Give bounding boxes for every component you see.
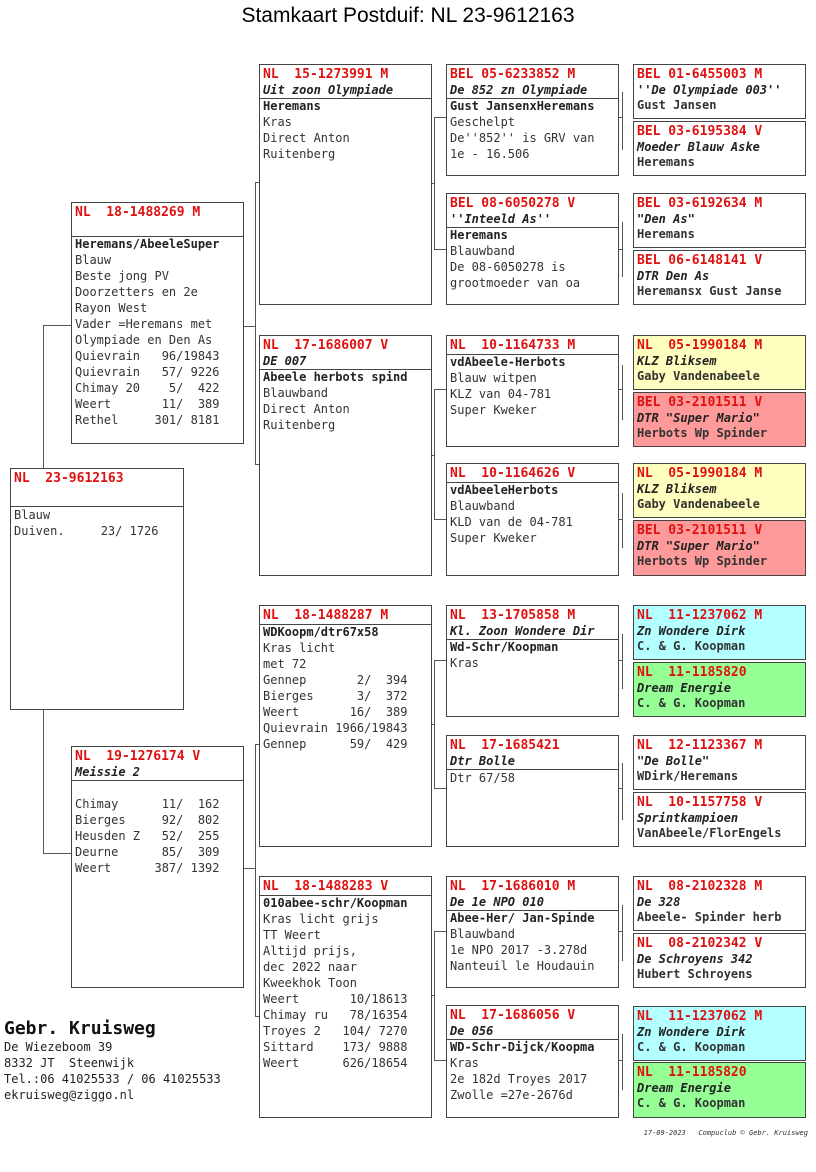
detail-line: Weert 626/18654 xyxy=(263,1056,408,1070)
ring-number: BEL 03-6192634 M xyxy=(637,196,763,211)
father-card[interactable] xyxy=(71,202,244,444)
pigeon-name: De 328 xyxy=(637,895,681,909)
owner-name: WDKoopm/dtr67x58 xyxy=(260,624,431,640)
pigeon-name: KLZ Bliksem xyxy=(637,482,717,496)
detail-line: Bierges 3/ 372 xyxy=(263,689,408,703)
ring-number: NL 17-1686056 V xyxy=(450,1008,576,1023)
grandparent-card[interactable] xyxy=(259,876,432,1118)
detail-line: Blauwband xyxy=(450,244,516,258)
connector xyxy=(43,709,44,854)
connector xyxy=(619,389,622,390)
pigeon-name: ''Inteeld As'' xyxy=(450,212,552,226)
g5-card[interactable] xyxy=(633,662,806,717)
owner-name: C. & G. Koopman xyxy=(637,639,746,653)
grandparent-card[interactable] xyxy=(259,335,432,576)
detail-line: Sittard 173/ 9888 xyxy=(263,1040,408,1054)
detail-line: Kras licht grijs xyxy=(263,912,379,926)
pigeon-name: ''De Olympiade 003'' xyxy=(637,83,782,97)
detail-line: Weert 16/ 389 xyxy=(263,705,408,719)
owner-name: 010abee-schr/Koopman xyxy=(260,895,431,911)
connector xyxy=(434,660,435,788)
ring-number: BEL 03-6195384 V xyxy=(637,124,763,139)
g5-card[interactable] xyxy=(633,335,806,390)
connector xyxy=(434,117,446,118)
connector xyxy=(434,389,446,390)
owner-name: WD-Schr-Dijck/Koopma xyxy=(447,1039,618,1055)
ring-number: NL 18-1488269 M xyxy=(75,205,201,220)
owner-name: vdAbeeleHerbots xyxy=(447,482,618,498)
pigeon-name: Meissie 2 xyxy=(75,765,141,779)
detail-line: 2e 182d Troyes 2017 xyxy=(450,1072,588,1086)
connector xyxy=(434,931,446,932)
g5-card[interactable] xyxy=(633,876,806,931)
detail-line: Weert 387/ 1392 xyxy=(75,861,220,875)
detail-line: Gennep 2/ 394 xyxy=(263,673,408,687)
connector xyxy=(255,182,256,464)
detail-line: Troyes 2 104/ 7270 xyxy=(263,1024,408,1038)
owner-name: Heremans xyxy=(447,227,618,243)
owner-name: Abeele herbots spind xyxy=(260,369,431,385)
grandparent-card[interactable] xyxy=(259,64,432,305)
connector xyxy=(434,519,446,520)
mother-card[interactable] xyxy=(71,746,244,988)
detail-line: 1e NPO 2017 -3.278d xyxy=(450,943,588,957)
connector xyxy=(619,931,622,932)
owner-name: Heremansx Gust Janse xyxy=(637,284,782,298)
pigeon-name: DTR Den As xyxy=(637,269,710,283)
g5-card[interactable] xyxy=(633,520,806,576)
connector xyxy=(622,365,623,420)
pigeon-name: De 056 xyxy=(450,1024,494,1038)
pigeon-name: Dream Energie xyxy=(637,681,731,695)
pigeon-name: Zn Wondere Dirk xyxy=(637,1025,746,1039)
ring-number: NL 11-1237062 M xyxy=(637,608,763,623)
g5-card[interactable] xyxy=(633,735,806,790)
detail-line: Kras xyxy=(450,656,479,670)
connector xyxy=(432,183,434,184)
detail-line: Blauw xyxy=(14,508,51,522)
ring-number: NL 15-1273991 M xyxy=(263,67,389,82)
connector xyxy=(432,724,434,725)
pigeon-name: "Den As" xyxy=(637,212,695,226)
ring-number: NL 08-2102328 M xyxy=(637,879,763,894)
detail-line: Ruitenberg xyxy=(263,418,336,432)
connector xyxy=(622,222,623,277)
pigeon-name: De 852 zn Olympiade xyxy=(450,83,588,97)
ring-number: BEL 06-6148141 V xyxy=(637,253,763,268)
pigeon-name: DTR "Super Mario" xyxy=(637,411,760,425)
detail-line: Weert 11/ 389 xyxy=(75,397,220,411)
detail-line: Blauwband xyxy=(263,386,329,400)
owner-name: C. & G. Koopman xyxy=(637,696,746,710)
connector xyxy=(619,249,622,250)
detail-line: Heusden Z 52/ 255 xyxy=(75,829,220,843)
breeder-email[interactable]: ekruisweg@ziggo.nl xyxy=(4,1088,135,1102)
pigeon-name: Dream Energie xyxy=(637,1081,731,1095)
owner-name: Wd-Schr/Koopman xyxy=(447,639,618,655)
ring-number: NL 12-1123367 M xyxy=(637,738,763,753)
breeder-phone: Tel.:06 41025533 / 06 41025533 xyxy=(4,1072,221,1086)
pigeon-name: DTR "Super Mario" xyxy=(637,539,760,553)
owner-name: Heremans xyxy=(637,155,695,169)
great-grandparent-card[interactable] xyxy=(446,64,619,176)
connector xyxy=(434,1060,446,1061)
detail-line: Chimay 20 5/ 422 xyxy=(75,381,220,395)
g5-card[interactable] xyxy=(633,392,806,447)
detail-line: Kweekhok Toon xyxy=(263,976,357,990)
great-grandparent-card[interactable] xyxy=(446,1005,619,1118)
detail-line: Quievrain 57/ 9226 xyxy=(75,365,220,379)
detail-line: Nanteuil le Houdauin xyxy=(450,959,595,973)
detail-line: Olympiade en Den As xyxy=(75,333,213,347)
connector xyxy=(243,868,255,869)
owner-name: Heremans/AbeeleSuper xyxy=(72,236,243,252)
connector xyxy=(43,325,44,468)
g5-card[interactable] xyxy=(633,1062,806,1118)
pigeon-name: Dtr Bolle xyxy=(450,754,516,768)
owner-name: WDirk/Heremans xyxy=(637,769,739,783)
detail-line: Super Kweker xyxy=(450,531,537,545)
pigeon-name: Kl. Zoon Wondere Dir xyxy=(450,624,595,638)
connector xyxy=(622,1034,623,1090)
pigeon-name: Zn Wondere Dirk xyxy=(637,624,746,638)
connector xyxy=(619,519,622,520)
owner-name: Herbots Wp Spinder xyxy=(637,426,768,440)
ring-number: BEL 01-6455003 M xyxy=(637,67,763,82)
detail-line: Beste jong PV xyxy=(75,269,169,283)
detail-line: Ruitenberg xyxy=(263,147,336,161)
owner-name: Heremans xyxy=(637,227,695,241)
detail-line: Gennep 59/ 429 xyxy=(263,737,408,751)
pigeon-name: Uit zoon Olympiade xyxy=(263,83,394,97)
ring-number: NL 10-1164626 V xyxy=(450,466,576,481)
footer-credit: 17-09-2023 Compuclub © Gebr. Kruisweg xyxy=(643,1129,808,1137)
connector xyxy=(43,853,72,854)
detail-line: Super Kweker xyxy=(450,403,537,417)
detail-line: Blauwband xyxy=(450,499,516,513)
g5-card[interactable] xyxy=(633,792,806,847)
ring-number: BEL 08-6050278 V xyxy=(450,196,576,211)
detail-line: dec 2022 naar xyxy=(263,960,357,974)
detail-line: Blauw xyxy=(75,253,112,267)
ring-number: NL 08-2102342 V xyxy=(637,936,763,951)
g5-card[interactable] xyxy=(633,121,806,176)
ring-number: NL 10-1164733 M xyxy=(450,338,576,353)
ring-number: NL 18-1488287 M xyxy=(263,608,389,623)
pigeon-name: DE 007 xyxy=(263,354,307,368)
pigeon-name: KLZ Bliksem xyxy=(637,354,717,368)
pigeon-name: De Schroyens 342 xyxy=(637,952,753,966)
great-grandparent-card[interactable] xyxy=(446,335,619,447)
connector xyxy=(622,763,623,820)
breeder-info xyxy=(4,1018,221,1103)
connector xyxy=(432,995,434,996)
detail-line: KLD van de 04-781 xyxy=(450,515,573,529)
connector xyxy=(619,660,622,661)
detail-line: Bierges 92/ 802 xyxy=(75,813,220,827)
detail-line: Geschelpt xyxy=(450,115,516,129)
ring-number: NL 10-1157758 V xyxy=(637,795,763,810)
detail-line: Blauwband xyxy=(450,927,516,941)
ring-number: NL 18-1488283 V xyxy=(263,879,389,894)
pigeon-name: Sprintkampioen xyxy=(637,811,739,825)
ring-number: BEL 03-2101511 V xyxy=(637,523,763,538)
connector xyxy=(622,634,623,689)
detail-line: De 08-6050278 is xyxy=(450,260,566,274)
detail-line: Direct Anton xyxy=(263,402,350,416)
detail-line: Zwolle =27e-2676d xyxy=(450,1088,573,1102)
great-grandparent-card[interactable] xyxy=(446,876,619,988)
detail-line: Duiven. 23/ 1726 xyxy=(14,524,159,538)
great-grandparent-card[interactable] xyxy=(446,463,619,576)
ring-number: BEL 03-2101511 V xyxy=(637,395,763,410)
ring-number: BEL 05-6233852 M xyxy=(450,67,576,82)
connector xyxy=(622,92,623,150)
pigeon-name: Moeder Blauw Aske xyxy=(637,140,760,154)
g5-card[interactable] xyxy=(633,1006,806,1061)
owner-name: Herbots Wp Spinder xyxy=(637,554,768,568)
connector xyxy=(432,455,434,456)
connector xyxy=(619,117,622,118)
page-title: Stamkaart Postduif: NL 23-9612163 xyxy=(241,4,575,27)
great-grandparent-card[interactable] xyxy=(446,193,619,305)
g5-card[interactable] xyxy=(633,605,806,660)
g5-card[interactable] xyxy=(633,933,806,988)
connector xyxy=(622,905,623,961)
connector xyxy=(43,325,72,326)
owner-name: C. & G. Koopman xyxy=(637,1096,746,1110)
detail-line: Vader =Heremans met xyxy=(75,317,213,331)
ring-number: NL 05-1990184 M xyxy=(637,466,763,481)
g5-card[interactable] xyxy=(633,463,806,518)
detail-line: Deurne 85/ 309 xyxy=(75,845,220,859)
detail-line: Weert 10/18613 xyxy=(263,992,408,1006)
detail-line: met 72 xyxy=(263,657,307,671)
pigeon-name: De 1e NPO 010 xyxy=(450,895,544,909)
owner-name: Abee-Her/ Jan-Spinde xyxy=(447,910,618,926)
owner-name: VanAbeele/FlorEngels xyxy=(637,826,782,840)
detail-line: Rayon West xyxy=(75,301,148,315)
connector xyxy=(619,788,622,789)
connector xyxy=(255,744,256,1016)
grandparent-card[interactable] xyxy=(259,605,432,847)
ring-number: NL 19-1276174 V xyxy=(75,749,201,764)
ring-number: NL 17-1685421 xyxy=(450,738,560,753)
detail-line: Quievrain 96/19843 xyxy=(75,349,220,363)
g5-card[interactable] xyxy=(633,64,806,119)
ring-number: NL 17-1686010 M xyxy=(450,879,576,894)
connector xyxy=(434,931,435,1060)
ring-number: NL 23-9612163 xyxy=(11,469,183,507)
ring-number: NL 05-1990184 M xyxy=(637,338,763,353)
detail-line: Rethel 301/ 8181 xyxy=(75,413,220,427)
great-grandparent-card[interactable] xyxy=(446,735,619,847)
ring-number: NL 11-1185820 xyxy=(637,665,747,680)
connector xyxy=(434,249,446,250)
detail-line: Direct Anton xyxy=(263,131,350,145)
connector xyxy=(434,788,446,789)
detail-line: Kras xyxy=(263,115,292,129)
detail-line: Chimay 11/ 162 xyxy=(75,797,220,811)
owner-name: Gaby Vandenabeele xyxy=(637,369,760,383)
g5-card[interactable] xyxy=(633,250,806,305)
detail-line: Blauw witpen xyxy=(450,371,537,385)
breeder-city: 8332 JT Steenwijk xyxy=(4,1056,135,1070)
owner-name xyxy=(72,780,243,796)
pigeon-name xyxy=(72,221,243,236)
owner-name: Gust JansenxHeremans xyxy=(447,98,618,114)
connector xyxy=(243,326,255,327)
breeder-name: Gebr. Kruisweg xyxy=(4,1018,156,1039)
pigeon-name: "De Bolle" xyxy=(637,754,710,768)
owner-name: vdAbeele-Herbots xyxy=(447,354,618,370)
detail-line: Quievrain 1966/19843 xyxy=(263,721,408,735)
owner-name: Abeele- Spinder herb xyxy=(637,910,782,924)
detail-line: Doorzetters en 2e xyxy=(75,285,198,299)
breeder-address: De Wiezeboom 39 xyxy=(4,1040,113,1054)
g5-card[interactable] xyxy=(633,193,806,248)
owner-name: Hubert Schroyens xyxy=(637,967,753,981)
owner-name: C. & G. Koopman xyxy=(637,1040,746,1054)
ring-number: NL 13-1705858 M xyxy=(450,608,576,623)
detail-line: Altijd prijs, xyxy=(263,944,357,958)
ring-number: NL 11-1185820 xyxy=(637,1065,747,1080)
detail-line: Kras licht xyxy=(263,641,336,655)
connector xyxy=(434,389,435,519)
subject-pigeon-card[interactable] xyxy=(10,468,184,710)
connector xyxy=(622,493,623,548)
detail-line: KLZ van 04-781 xyxy=(450,387,552,401)
detail-line: grootmoeder van oa xyxy=(450,276,581,290)
detail-line: Kras xyxy=(450,1056,479,1070)
detail-line: Chimay ru 78/16354 xyxy=(263,1008,408,1022)
owner-name: Gust Jansen xyxy=(637,98,717,112)
ring-number: NL 17-1686007 V xyxy=(263,338,389,353)
great-grandparent-card[interactable] xyxy=(446,605,619,717)
connector xyxy=(619,1060,622,1061)
detail-line: TT Weert xyxy=(263,928,321,942)
connector xyxy=(434,117,435,249)
detail-line: De''852'' is GRV van xyxy=(450,131,595,145)
owner-name: Gaby Vandenabeele xyxy=(637,497,760,511)
detail-line: Dtr 67/58 xyxy=(450,771,516,785)
detail-line: 1e - 16.506 xyxy=(450,147,530,161)
ring-number: NL 11-1237062 M xyxy=(637,1009,763,1024)
connector xyxy=(434,660,446,661)
owner-name: Heremans xyxy=(260,98,431,114)
